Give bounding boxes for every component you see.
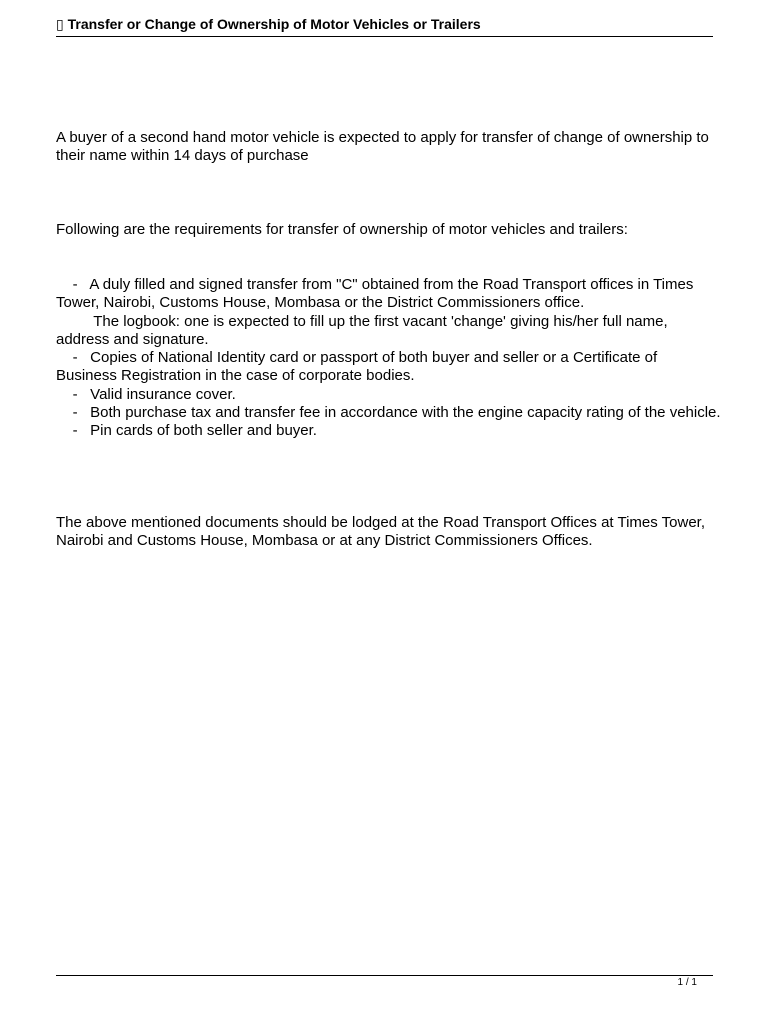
list-item-text: Valid insurance cover. [90, 385, 236, 403]
list-marker: - [56, 349, 91, 367]
list-marker: - [56, 404, 91, 422]
list-marker: - [56, 422, 91, 440]
list-item-text: Copies of National Identity card or passport of both buyer and seller or a Certificate of Business Registration in the case of corporate bodies. [56, 349, 658, 385]
list-item [56, 276, 721, 313]
list-marker: - [56, 385, 91, 403]
list-marker: - [56, 276, 90, 293]
lodging-paragraph: The above mentioned documents should be lodged at the Road Transport Offices at Times Tower, Nairobi and Customs House, Mombasa or at any District Commissioners Offices. [56, 514, 705, 550]
list-item [56, 404, 721, 422]
page-footer [56, 975, 713, 992]
page-number: 1 / 1 [677, 977, 697, 988]
list-item-text: Both purchase tax and transfer fee in accordance with the engine capacity rating of the vehicle. [90, 404, 721, 422]
list-item [56, 349, 721, 386]
list-item [56, 313, 721, 350]
list-item-text: Pin cards of both seller and buyer. [90, 422, 317, 440]
list-item-text: The logbook: one is expected to fill up the first vacant 'change' giving his/her full name, address and signature. [56, 312, 668, 348]
requirements-list [56, 276, 721, 441]
list-item [56, 422, 721, 440]
intro-paragraph: A buyer of a second hand motor vehicle is expected to apply for transfer of change of ownership to their name within 14 days of purchase [56, 129, 709, 165]
list-item [56, 386, 721, 404]
list-item-text: A duly filled and signed transfer from "C" obtained from the Road Transport offices in Times Tower, Nairobi, Customs House, Mombasa or the District Commissioners office. [56, 276, 694, 312]
page-title: ▯ Transfer or Change of Ownership of Motor Vehicles or Trailers [56, 16, 481, 32]
list-marker [56, 313, 93, 330]
page-header [56, 14, 713, 37]
requirements-intro-paragraph: Following are the requirements for transfer of ownership of motor vehicles and trailers: [56, 221, 628, 238]
